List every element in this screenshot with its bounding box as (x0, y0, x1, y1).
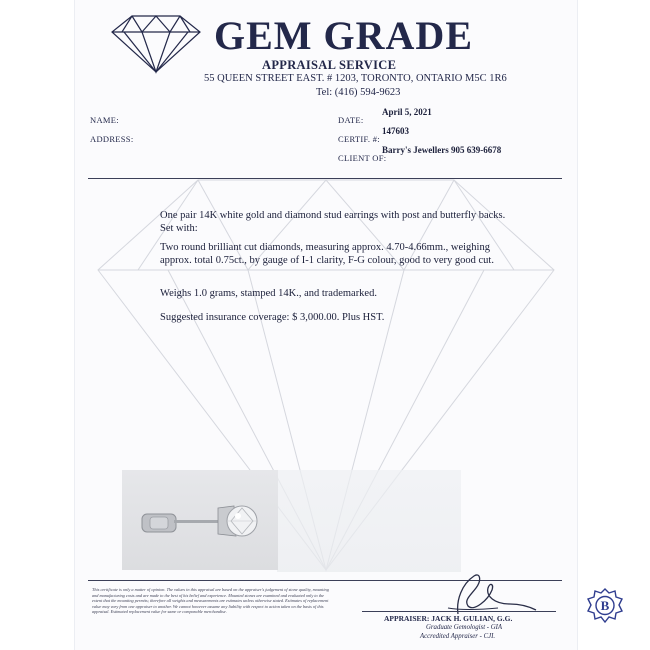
address-label: ADDRESS: (90, 134, 134, 144)
signature-line (362, 611, 556, 612)
brand-name: GEM GRADE (214, 13, 473, 58)
appraiser-credential-gia: Graduate Gemologist - GIA (426, 624, 503, 631)
diamond-logo-icon (110, 12, 202, 74)
weight-details: Weighs 1.0 grams, stamped 14K., and trademarked. (160, 288, 377, 299)
client-label: CLIENT OF: (338, 153, 387, 163)
name-label: NAME: (90, 115, 119, 125)
appraiser-credential-cji: Accredited Appraiser - CJI. (420, 633, 496, 640)
item-description: One pair 14K white gold and diamond stud earrings with post and butterfly backs. Set with: (160, 210, 506, 234)
appraiser-signature (418, 570, 538, 616)
company-phone: Tel: (416) 594-9623 (316, 87, 401, 98)
client-value: Barry's Jewellers 905 639-6678 (382, 145, 502, 155)
certificate-number-label: CERTIF. #: (338, 134, 380, 144)
earring-illustration (122, 470, 278, 570)
photo-backdrop (277, 470, 461, 572)
appraiser-name: APPRAISER: JACK H. GULIAN, G.G. (384, 614, 513, 623)
brand-badge-icon (586, 587, 624, 625)
certificate-number-value: 147603 (382, 126, 409, 136)
date-value: April 5, 2021 (382, 107, 432, 117)
earring-photo (122, 470, 278, 570)
badge-letter: B (600, 598, 610, 613)
brand-subtitle: APPRAISAL SERVICE (262, 58, 397, 72)
header-divider (88, 178, 562, 179)
diamond-details: Two round brilliant cut diamonds, measuring approx. 4.70-4.66mm., weighing approx. total 0.75ct., by gauge of I-1 clarity, F-G colour, good to very good cut. (160, 242, 494, 266)
disclaimer-text: This certificate is only a matter of opinion. The values in this appraisal are based on the appraiser's judgement of stone quality, mounting and manufacturing costs and are made to the best of his belief and experience. Mounted stones are examined and evaluated only to the extent that the mounting permits; therefore all weights and measurements are estimates unless otherwise stated. Estimates of replacement value may vary from one appraiser to another. We cannot however assume any liability with respect to action taken on the basis of this appraisal. Estimated replacement value for same or comparable merchandise. (92, 587, 329, 615)
insurance-coverage: Suggested insurance coverage: $ 3,000.00. Plus HST. (160, 312, 385, 323)
company-address: 55 QUEEN STREET EAST. # 1203, TORONTO, ONTARIO M5C 1R6 (204, 73, 507, 84)
date-label: DATE: (338, 115, 364, 125)
